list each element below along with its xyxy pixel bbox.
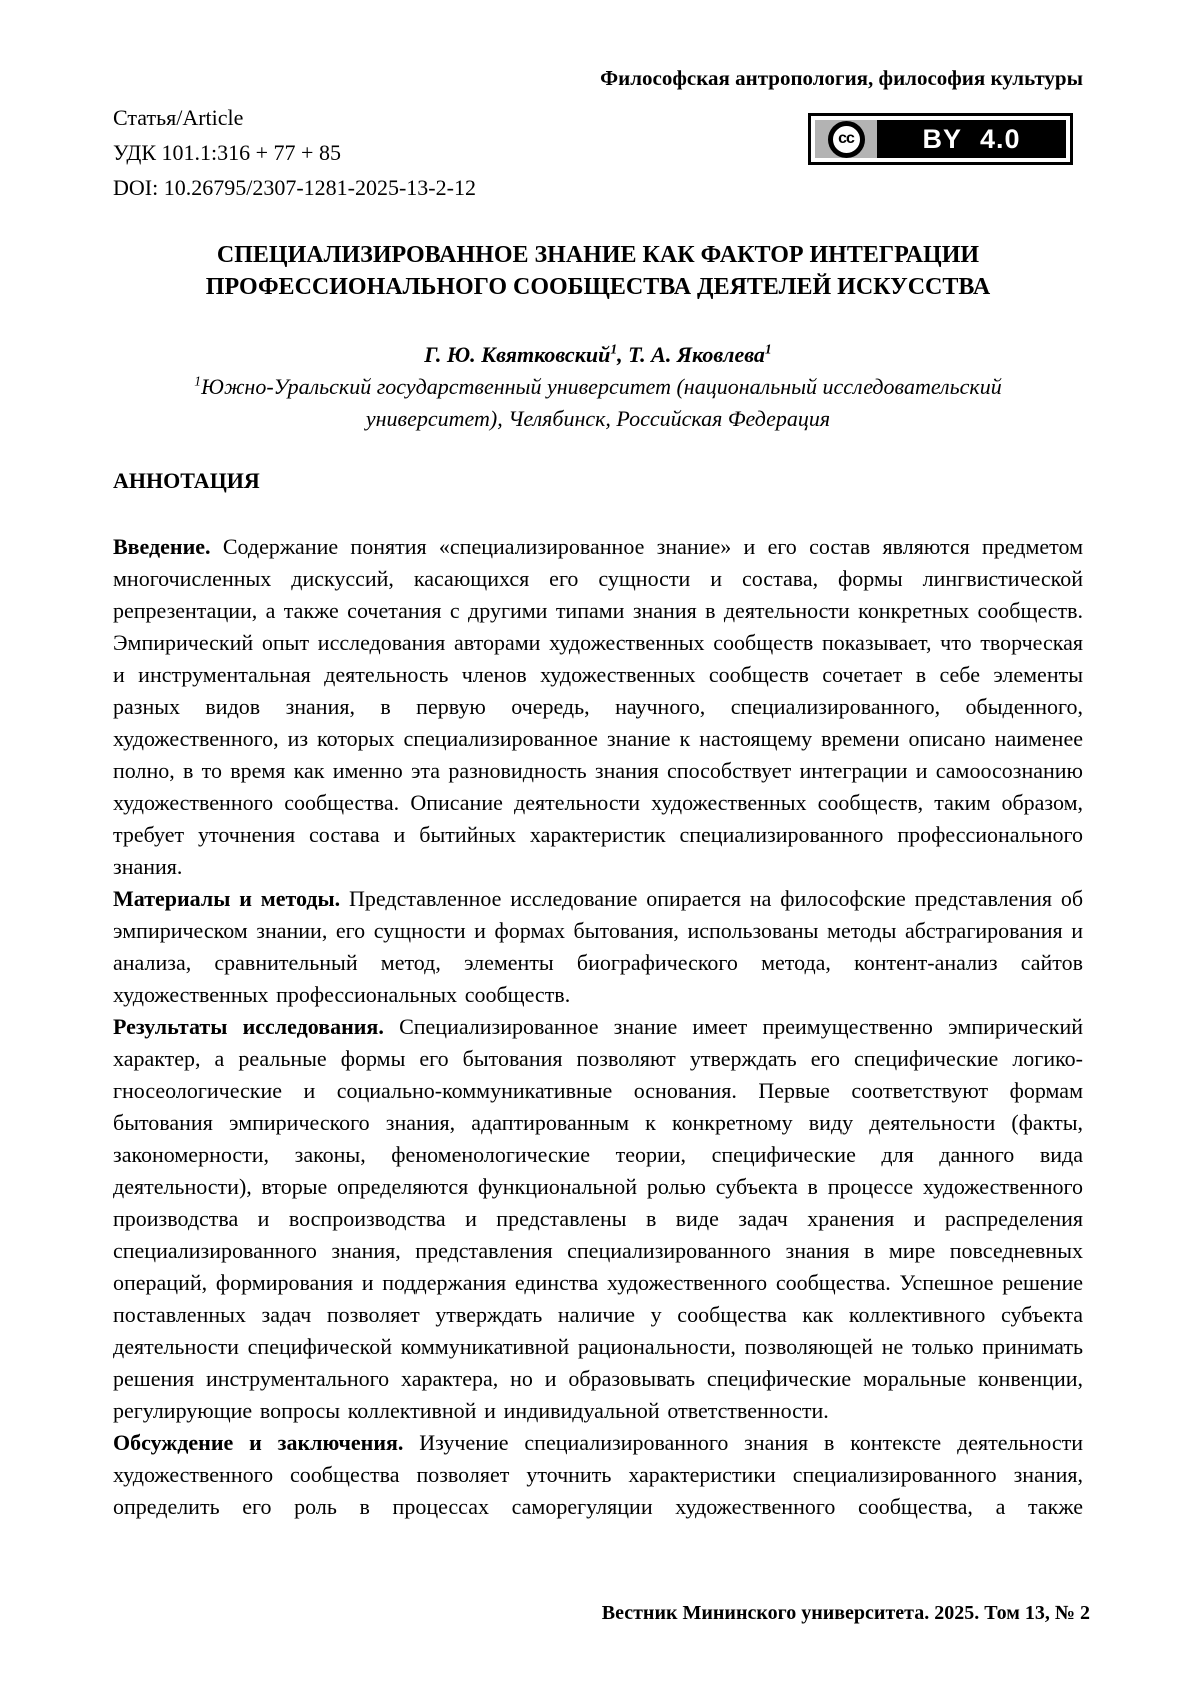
section-text-discussion: Изучение специализированного знания в контексте деятельности художественного сообщества позволяет уточнить характеристики специализированного знания, определить его роль в процессах саморегуляции художественного сообщества, а также	[113, 1430, 1084, 1519]
abstract-paragraph-results	[113, 1011, 1083, 1427]
article-type-label: Статья/Article	[113, 105, 244, 130]
affiliation	[113, 371, 1083, 435]
affiliation-line-1: $^1$Южно-Уральский государственный университет (национальный исследовательский	[194, 373, 1002, 399]
title-line-2: ПРОФЕССИОНАЛЬНОГО СООБЩЕСТВА ДЕЯТЕЛЕЙ ИСКУССТВА	[205, 274, 991, 300]
author-2-name: Т. А. Яковлева	[628, 342, 765, 367]
cc-logo-panel	[815, 120, 877, 158]
section-text-materials-methods: Представленное исследование опирается на философские представления об эмпирическом знании, его сущности и формах бытования, использованы методы абстрагирования и анализа, сравнительный метод, элементы биографического метода, контент-анализ сайтов художественных профессиональных сообществ.	[113, 886, 1084, 1007]
author-1-name: Г. Ю. Квятковский	[424, 342, 611, 367]
section-text-results: Специализированное знание имеет преимущественно эмпирический характер, а реальные формы его бытования позволяют утверждать его специфические логико-гносеологические и социально-коммуникативные основания. Первые соответствуют формам бытования эмпирического знания, адаптированным к конкретному виду деятельности (факты, закономерности, законы, феноменологические теории, специфические для данного вида деятельности), вторые определяются функциональной ролью субъекта в процессе художественного производства и воспроизводства и представлены в виде задач хранения и распределения специализированного знания, представления специализированного знания в мире повседневных операций, формирования и поддержания единства художественного сообщества. Успешное решение поставленных задач позволяет утверждать наличие у сообщества как коллективного субъекта деятельности специфической коммуникативной рациональности, позволяющей не только принимать решения инструментального характера, но и образовывать специфические моральные конвенции, регулирующие вопросы коллективной и индивидуальной ответственности.	[113, 1014, 1084, 1423]
section-label-materials-methods: Материалы и методы.	[113, 886, 341, 911]
article-meta	[113, 100, 476, 205]
authors-separator: ,	[617, 342, 629, 367]
abstract-paragraph-materials-methods	[113, 883, 1083, 1011]
license-label: BY 4.0	[922, 123, 1021, 154]
section-label-introduction: Введение.	[113, 534, 211, 559]
affiliation-line-2: университет), Челябинск, Российская Федерация	[365, 406, 831, 431]
article-title	[113, 239, 1083, 303]
abstract	[113, 531, 1083, 1523]
affiliation-mark: 1	[194, 373, 202, 389]
udc-label: УДК 101.1:316 + 77 + 85	[113, 140, 341, 165]
section-label-results: Результаты исследования.	[113, 1014, 384, 1039]
abstract-paragraph-discussion	[113, 1427, 1083, 1523]
article-body	[113, 239, 1083, 1523]
authors-line	[113, 339, 1083, 371]
journal-section-header: Философская антропология, философия культуры	[600, 66, 1083, 90]
section-label-discussion: Обсуждение и заключения.	[113, 1430, 404, 1455]
doi-label: DOI: 10.26795/2307-1281-2025-13-2-12	[113, 175, 476, 200]
cc-by-license-badge[interactable]	[808, 113, 1073, 165]
cc-icon: cc	[828, 121, 865, 158]
journal-footer: Вестник Мининского университета. 2025. Том 13, № 2	[601, 1602, 1090, 1624]
title-line-1: СПЕЦИАЛИЗИРОВАННОЕ ЗНАНИЕ КАК ФАКТОР ИНТЕГРАЦИИ	[216, 242, 980, 268]
author-1-affiliation-mark: 1	[610, 341, 618, 357]
author-2-affiliation-mark: 1	[764, 341, 772, 357]
abstract-heading: АННОТАЦИЯ	[113, 468, 260, 493]
section-text-introduction: Содержание понятия «специализированное знание» и его состав являются предметом многочисленных дискуссий, касающихся его сущности и состава, формы лингвистической репрезентации, а также сочетания с другими типами знания в деятельности конкретных сообществ. Эмпирический опыт исследования авторами художественных сообществ показывает, что творческая и инструментальная деятельность членов художественных сообществ сочетает в себе элементы разных видов знания, в первую очередь, научного, специализированного, обыденного, художественного, из которых специализированное знание к настоящему времени описано наименее полно, в то время как именно эта разновидность знания способствует интеграции и самоосознанию художественного сообщества. Описание деятельности художественных сообществ, таким образом, требует уточнения состава и бытийных характеристик специализированного профессионального знания.	[113, 534, 1083, 879]
cc-badge-frame	[811, 116, 1070, 162]
abstract-paragraph-introduction	[113, 531, 1083, 883]
